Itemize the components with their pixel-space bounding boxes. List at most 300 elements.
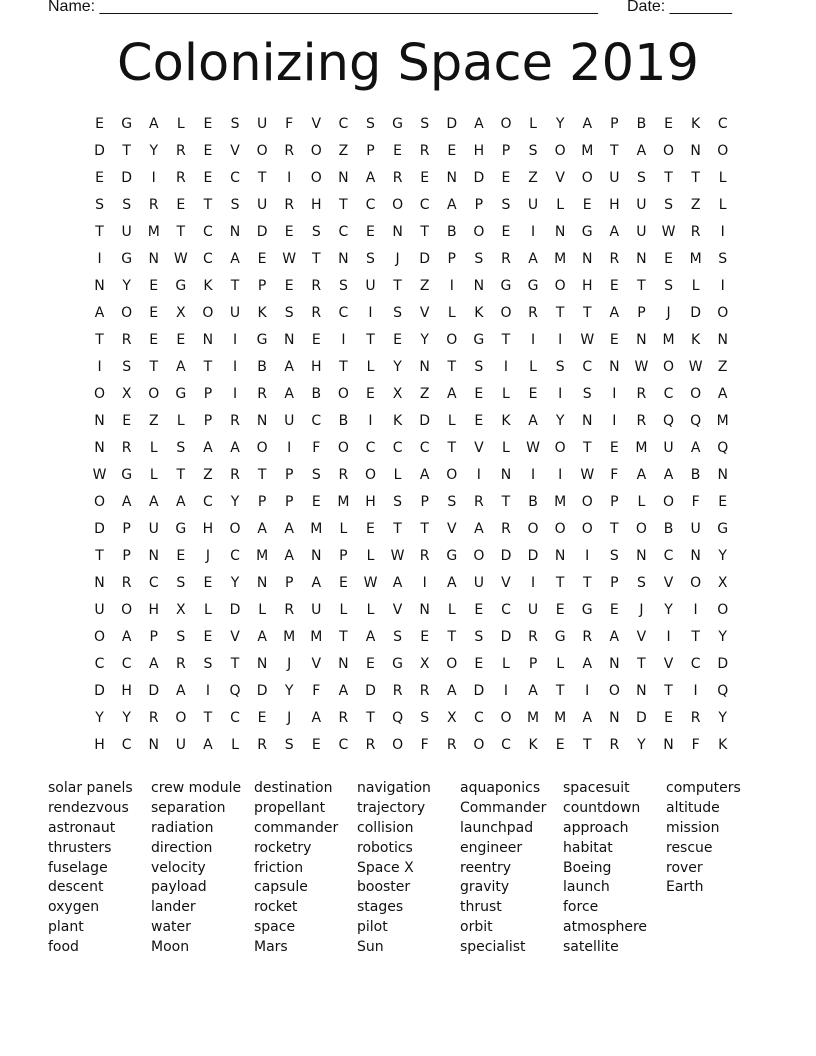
grid-letter: E bbox=[609, 278, 619, 294]
grid-letter: Q bbox=[717, 683, 729, 699]
word-list bbox=[48, 779, 769, 958]
grid-letter: G bbox=[175, 278, 187, 294]
word-list-item: gravity bbox=[460, 879, 510, 896]
grid-letter: H bbox=[94, 737, 105, 753]
grid-letter: D bbox=[500, 548, 512, 564]
grid-letter: S bbox=[176, 575, 186, 591]
grid-letter: N bbox=[636, 332, 647, 348]
grid-letter: C bbox=[338, 737, 349, 753]
word-list-item: orbit bbox=[460, 919, 493, 936]
grid-letter: I bbox=[530, 332, 536, 348]
grid-letter: A bbox=[148, 656, 159, 672]
word-list-item: approach bbox=[563, 819, 629, 836]
grid-letter: L bbox=[366, 548, 375, 564]
grid-letter: E bbox=[664, 116, 673, 132]
grid-letter: C bbox=[419, 440, 430, 456]
word-list-item: commander bbox=[254, 819, 339, 836]
grid-letter: I bbox=[232, 359, 238, 375]
grid-letter: I bbox=[287, 440, 292, 456]
grid-letter: O bbox=[337, 386, 349, 402]
grid-letter: C bbox=[392, 440, 403, 456]
grid-letter: U bbox=[229, 305, 241, 321]
grid-letter: P bbox=[528, 656, 538, 672]
grid-letter: N bbox=[446, 170, 457, 186]
grid-letter: E bbox=[420, 629, 430, 645]
grid-letter: R bbox=[148, 197, 159, 213]
grid-letter: T bbox=[366, 332, 375, 348]
word-list-item: navigation bbox=[357, 780, 431, 796]
word-list-item: lander bbox=[151, 899, 196, 916]
grid-letter: R bbox=[284, 143, 295, 159]
grid-letter: A bbox=[148, 116, 159, 132]
word-list-item: engineer bbox=[460, 839, 523, 856]
grid-letter: L bbox=[339, 602, 348, 618]
grid-letter: H bbox=[202, 521, 214, 537]
grid-letter: O bbox=[581, 170, 593, 186]
grid-letter: N bbox=[581, 251, 593, 267]
grid-letter: T bbox=[312, 251, 321, 267]
word-list-item: satellite bbox=[563, 939, 619, 956]
grid-letter: E bbox=[366, 224, 375, 240]
word-list-item: collision bbox=[357, 819, 414, 836]
grid-letter: S bbox=[311, 467, 321, 483]
grid-letter: C bbox=[338, 224, 349, 240]
grid-letter: O bbox=[663, 494, 675, 510]
grid-letter: E bbox=[718, 494, 728, 510]
grid-letter: R bbox=[365, 737, 376, 753]
grid-letter: O bbox=[310, 170, 322, 186]
grid-letter: M bbox=[554, 251, 567, 267]
grid-letter: I bbox=[476, 467, 481, 483]
grid-letter: R bbox=[636, 413, 647, 429]
grid-letter: H bbox=[148, 602, 159, 618]
grid-letter: M bbox=[147, 224, 160, 240]
grid-letter: E bbox=[664, 710, 673, 726]
grid-letter: Y bbox=[718, 629, 727, 645]
grid-letter: E bbox=[366, 656, 375, 672]
grid-letter: T bbox=[501, 332, 511, 348]
grid-letter: W bbox=[282, 251, 297, 267]
grid-letter: V bbox=[230, 143, 240, 159]
grid-letter: R bbox=[284, 602, 295, 618]
grid-letter: V bbox=[474, 440, 484, 456]
grid-letter: W bbox=[634, 359, 649, 375]
grid-letter: L bbox=[447, 305, 456, 321]
grid-letter: L bbox=[366, 602, 375, 618]
grid-letter: A bbox=[284, 386, 294, 402]
grid-letter: X bbox=[446, 710, 457, 726]
grid-letter: A bbox=[338, 683, 349, 699]
grid-letter: M bbox=[554, 494, 567, 510]
grid-letter: T bbox=[203, 710, 213, 726]
grid-letter: L bbox=[231, 737, 239, 753]
grid-letter: N bbox=[636, 548, 647, 564]
word-list-item: crew module bbox=[151, 780, 242, 796]
grid-letter: O bbox=[202, 305, 214, 321]
grid-letter: D bbox=[229, 602, 241, 618]
grid-letter: G bbox=[473, 332, 485, 348]
grid-letter: P bbox=[122, 521, 131, 537]
grid-letter: R bbox=[473, 494, 484, 510]
grid-letter: M bbox=[689, 251, 702, 267]
grid-letter: O bbox=[690, 386, 702, 402]
grid-letter: H bbox=[121, 683, 132, 699]
word-list-item: mission bbox=[666, 819, 720, 836]
grid-letter: G bbox=[256, 332, 268, 348]
grid-letter: A bbox=[230, 440, 240, 456]
grid-letter: D bbox=[500, 629, 512, 645]
grid-letter: C bbox=[230, 548, 240, 564]
grid-letter: E bbox=[95, 170, 104, 186]
grid-letter: K bbox=[691, 332, 701, 348]
grid-letter: F bbox=[312, 683, 321, 699]
grid-letter: S bbox=[718, 251, 728, 267]
grid-letter: N bbox=[94, 413, 105, 429]
grid-letter: T bbox=[339, 359, 348, 375]
grid-letter: C bbox=[419, 197, 430, 213]
grid-letter: V bbox=[663, 575, 674, 591]
grid-letter: O bbox=[473, 737, 485, 753]
grid-letter: U bbox=[690, 521, 701, 537]
grid-letter: O bbox=[446, 332, 458, 348]
grid-letter: L bbox=[502, 386, 510, 402]
grid-letter: A bbox=[94, 305, 105, 321]
grid-letter: A bbox=[582, 116, 593, 132]
grid-letter: C bbox=[501, 737, 511, 753]
grid-letter: T bbox=[122, 143, 131, 159]
grid-letter: E bbox=[284, 278, 294, 294]
grid-letter: Y bbox=[664, 602, 673, 618]
grid-letter: W bbox=[580, 467, 595, 483]
grid-letter: A bbox=[121, 494, 132, 510]
grid-letter: R bbox=[175, 170, 186, 186]
grid-letter: S bbox=[582, 386, 592, 402]
grid-letter: N bbox=[554, 548, 566, 564]
grid-letter: S bbox=[203, 656, 213, 672]
grid-letter: A bbox=[446, 575, 457, 591]
word-list-item: oxygen bbox=[48, 899, 100, 916]
grid-letter: S bbox=[609, 548, 619, 564]
grid-letter: I bbox=[232, 386, 238, 402]
grid-letter: Q bbox=[229, 683, 241, 699]
grid-letter: R bbox=[230, 467, 240, 483]
grid-letter: O bbox=[554, 143, 566, 159]
grid-letter: T bbox=[501, 494, 511, 510]
grid-letter: E bbox=[311, 332, 321, 348]
grid-letter: Z bbox=[338, 143, 349, 159]
grid-letter: T bbox=[582, 575, 592, 591]
grid-letter: W bbox=[580, 332, 595, 348]
grid-letter: I bbox=[503, 683, 509, 699]
grid-letter: E bbox=[257, 251, 267, 267]
grid-letter: E bbox=[474, 602, 484, 618]
grid-letter: O bbox=[256, 440, 268, 456]
word-list-item: radiation bbox=[151, 819, 214, 836]
grid-letter: C bbox=[582, 359, 593, 375]
grid-letter: J bbox=[666, 305, 671, 321]
grid-letter: I bbox=[422, 575, 427, 591]
grid-letter: R bbox=[121, 332, 132, 348]
grid-letter: G bbox=[717, 521, 729, 537]
grid-letter: E bbox=[528, 386, 538, 402]
grid-letter: M bbox=[581, 143, 594, 159]
grid-letter: X bbox=[121, 386, 132, 402]
grid-letter: V bbox=[230, 629, 240, 645]
word-list-item: Earth bbox=[666, 879, 704, 896]
grid-letter: T bbox=[149, 359, 159, 375]
grid-letter: T bbox=[176, 224, 186, 240]
grid-letter: Z bbox=[203, 467, 213, 483]
grid-letter: A bbox=[203, 440, 213, 456]
grid-letter: U bbox=[256, 197, 268, 213]
grid-letter: R bbox=[121, 575, 132, 591]
grid-letter: T bbox=[610, 143, 619, 159]
grid-letter: S bbox=[393, 494, 403, 510]
grid-letter: U bbox=[636, 197, 647, 213]
grid-letter: C bbox=[203, 224, 213, 240]
grid-letter: O bbox=[581, 494, 593, 510]
word-list-item: destination bbox=[254, 780, 333, 796]
grid-letter: R bbox=[501, 251, 511, 267]
grid-letter: O bbox=[608, 683, 620, 699]
page-title: Colonizing Space 2019 bbox=[117, 34, 699, 93]
grid-letter: E bbox=[149, 278, 159, 294]
grid-letter: Z bbox=[148, 413, 159, 429]
grid-letter: L bbox=[393, 467, 402, 483]
grid-letter: K bbox=[718, 737, 728, 753]
grid-letter: A bbox=[582, 656, 593, 672]
grid-letter: E bbox=[311, 737, 321, 753]
grid-letter: G bbox=[446, 548, 458, 564]
grid-letter: X bbox=[176, 305, 186, 321]
grid-letter: J bbox=[287, 656, 292, 672]
word-list-item: Mars bbox=[254, 939, 288, 956]
grid-letter: B bbox=[636, 116, 647, 132]
word-search-grid bbox=[86, 115, 736, 763]
grid-letter: V bbox=[392, 602, 403, 618]
grid-letter: E bbox=[609, 602, 619, 618]
grid-letter: Y bbox=[393, 359, 402, 375]
grid-letter: E bbox=[582, 197, 592, 213]
grid-letter: N bbox=[609, 359, 620, 375]
grid-letter: R bbox=[690, 710, 701, 726]
grid-letter: N bbox=[690, 143, 701, 159]
grid-letter: A bbox=[446, 683, 457, 699]
word-list-item: propellant bbox=[254, 799, 326, 816]
grid-letter: R bbox=[338, 710, 349, 726]
grid-letter: A bbox=[121, 629, 132, 645]
grid-letter: E bbox=[203, 116, 213, 132]
grid-letter: A bbox=[474, 521, 484, 537]
grid-letter: N bbox=[338, 656, 349, 672]
grid-letter: P bbox=[610, 116, 619, 132]
word-list-item: friction bbox=[254, 859, 304, 876]
grid-letter: R bbox=[284, 197, 295, 213]
grid-letter: T bbox=[393, 278, 402, 294]
grid-letter: P bbox=[610, 575, 619, 591]
grid-letter: X bbox=[392, 386, 403, 402]
grid-letter: U bbox=[527, 602, 539, 618]
grid-letter: D bbox=[94, 143, 105, 159]
grid-letter: Y bbox=[95, 710, 104, 726]
grid-letter: R bbox=[121, 440, 132, 456]
grid-letter: R bbox=[175, 656, 186, 672]
grid-letter: U bbox=[663, 440, 674, 456]
grid-letter: T bbox=[420, 521, 429, 537]
grid-letter: L bbox=[529, 359, 537, 375]
grid-letter: G bbox=[175, 521, 187, 537]
grid-letter: C bbox=[121, 737, 132, 753]
grid-letter: A bbox=[392, 575, 403, 591]
grid-letter: O bbox=[337, 440, 349, 456]
grid-letter: F bbox=[691, 494, 700, 510]
grid-letter: N bbox=[717, 332, 728, 348]
grid-letter: D bbox=[94, 521, 105, 537]
grid-letter: I bbox=[341, 332, 346, 348]
grid-letter: N bbox=[609, 656, 620, 672]
grid-letter: G bbox=[581, 224, 593, 240]
grid-letter: A bbox=[446, 197, 457, 213]
word-list-item: booster bbox=[357, 879, 411, 896]
word-list-item: separation bbox=[151, 799, 226, 816]
grid-letter: N bbox=[94, 575, 105, 591]
grid-letter: I bbox=[720, 278, 725, 294]
grid-letter: A bbox=[690, 440, 701, 456]
grid-letter: I bbox=[205, 683, 210, 699]
grid-letter: N bbox=[256, 413, 268, 429]
grid-letter: T bbox=[95, 224, 104, 240]
grid-letter: B bbox=[446, 224, 457, 240]
grid-letter: S bbox=[230, 116, 240, 132]
grid-letter: O bbox=[554, 440, 566, 456]
grid-letter: M bbox=[716, 413, 729, 429]
grid-letter: Z bbox=[528, 170, 538, 186]
grid-letter: L bbox=[447, 602, 456, 618]
grid-letter: R bbox=[609, 251, 620, 267]
grid-letter: R bbox=[528, 629, 538, 645]
grid-letter: P bbox=[339, 548, 348, 564]
word-list-item: spacesuit bbox=[563, 780, 630, 796]
word-list-item: aquaponics bbox=[460, 780, 541, 796]
grid-letter: A bbox=[284, 548, 294, 564]
grid-letter: I bbox=[151, 170, 156, 186]
grid-letter: N bbox=[663, 737, 674, 753]
word-list-item: rocket bbox=[254, 899, 298, 916]
grid-letter: C bbox=[311, 413, 322, 429]
grid-letter: A bbox=[284, 359, 294, 375]
word-list-item: Boeing bbox=[563, 859, 612, 876]
grid-letter: P bbox=[257, 494, 267, 510]
grid-letter: N bbox=[717, 467, 728, 483]
word-list-item: fuselage bbox=[48, 859, 108, 876]
grid-letter: O bbox=[717, 143, 729, 159]
grid-letter: S bbox=[284, 305, 294, 321]
grid-letter: R bbox=[446, 737, 457, 753]
grid-letter: O bbox=[121, 305, 133, 321]
grid-letter: N bbox=[473, 278, 485, 294]
word-list-item: computers bbox=[666, 780, 741, 796]
word-list-item: velocity bbox=[151, 859, 206, 876]
grid-letter: G bbox=[527, 278, 539, 294]
grid-letter: M bbox=[527, 710, 540, 726]
grid-letter: N bbox=[419, 602, 430, 618]
grid-letter: C bbox=[338, 116, 349, 132]
grid-letter: N bbox=[554, 224, 566, 240]
word-list-item: thrusters bbox=[48, 839, 112, 856]
grid-letter: T bbox=[393, 521, 402, 537]
grid-letter: V bbox=[555, 170, 565, 186]
grid-letter: I bbox=[612, 386, 617, 402]
grid-letter: T bbox=[691, 170, 700, 186]
grid-letter: A bbox=[474, 116, 484, 132]
grid-letter: E bbox=[474, 656, 484, 672]
grid-letter: O bbox=[310, 143, 322, 159]
word-list-item: habitat bbox=[563, 839, 613, 856]
grid-letter: E bbox=[393, 332, 402, 348]
grid-letter: L bbox=[149, 467, 158, 483]
grid-letter: O bbox=[256, 143, 268, 159]
grid-letter: O bbox=[635, 521, 647, 537]
grid-letter: C bbox=[203, 494, 213, 510]
grid-letter: S bbox=[636, 575, 646, 591]
grid-letter: I bbox=[585, 548, 590, 564]
grid-letter: E bbox=[284, 224, 294, 240]
grid-letter: R bbox=[419, 143, 430, 159]
grid-letter: X bbox=[419, 656, 430, 672]
grid-letter: A bbox=[365, 629, 376, 645]
grid-letter: D bbox=[148, 683, 160, 699]
grid-letter: N bbox=[256, 656, 268, 672]
grid-letter: T bbox=[637, 656, 646, 672]
grid-letter: L bbox=[176, 413, 185, 429]
grid-letter: K bbox=[474, 305, 484, 321]
grid-letter: E bbox=[257, 710, 267, 726]
grid-letter: W bbox=[688, 359, 703, 375]
grid-letter: P bbox=[420, 494, 429, 510]
grid-letter: T bbox=[257, 467, 267, 483]
grid-letter: H bbox=[311, 359, 322, 375]
grid-letter: V bbox=[446, 521, 457, 537]
grid-letter: A bbox=[257, 521, 267, 537]
grid-letter: E bbox=[203, 575, 213, 591]
grid-letter: B bbox=[690, 467, 701, 483]
grid-letter: L bbox=[718, 197, 727, 213]
grid-letter: E bbox=[122, 413, 132, 429]
grid-letter: O bbox=[554, 278, 566, 294]
grid-letter: T bbox=[447, 629, 457, 645]
grid-letter: K bbox=[691, 116, 701, 132]
grid-letter: T bbox=[339, 629, 348, 645]
grid-letter: E bbox=[609, 332, 619, 348]
grid-letter: C bbox=[203, 251, 213, 267]
grid-letter: V bbox=[311, 656, 322, 672]
grid-letter: C bbox=[717, 116, 728, 132]
grid-letter: O bbox=[717, 305, 729, 321]
word-list-item: thrust bbox=[460, 899, 502, 916]
grid-letter: V bbox=[636, 629, 647, 645]
grid-letter: A bbox=[528, 413, 538, 429]
grid-letter: E bbox=[311, 494, 321, 510]
grid-letter: P bbox=[122, 548, 131, 564]
grid-letter: R bbox=[636, 386, 647, 402]
grid-letter: A bbox=[663, 467, 674, 483]
grid-letter: M bbox=[256, 548, 269, 564]
word-list-item: rocketry bbox=[254, 839, 312, 856]
grid-letter: R bbox=[338, 467, 349, 483]
grid-letter: L bbox=[718, 170, 727, 186]
grid-letter: O bbox=[94, 386, 106, 402]
grid-letter: U bbox=[609, 170, 620, 186]
